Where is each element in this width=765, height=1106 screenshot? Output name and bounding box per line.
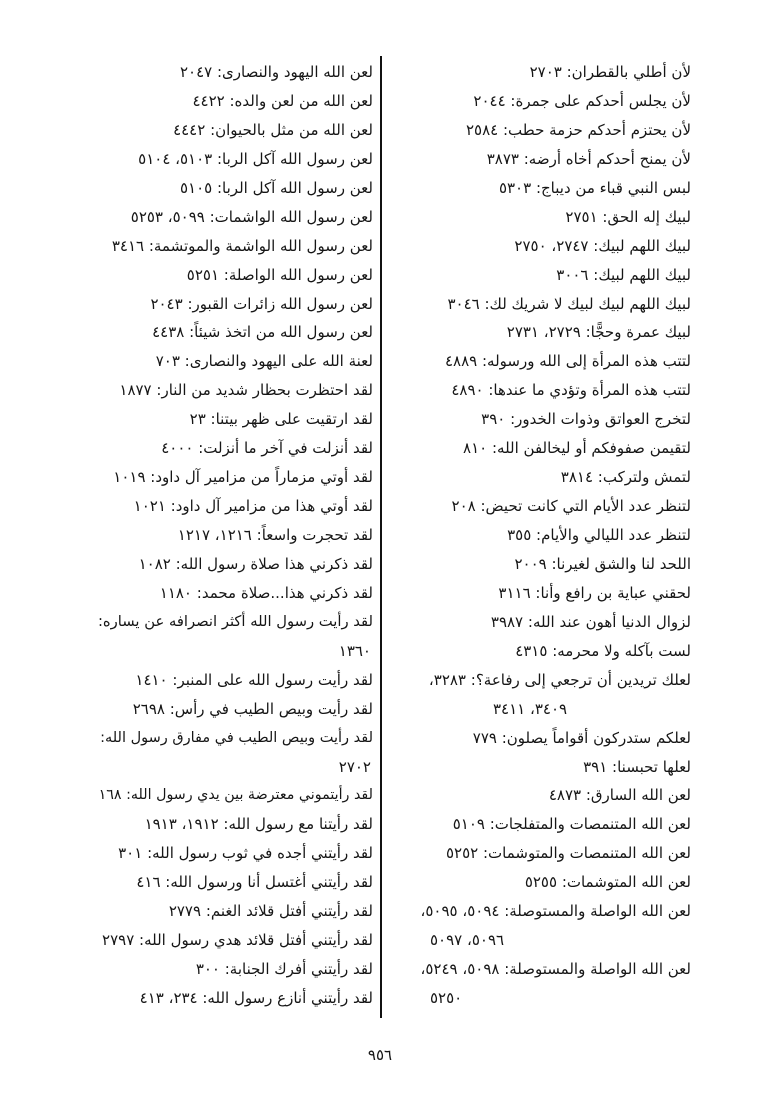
index-entry: لأن أطلي بالقطران: ٢٧٠٣ bbox=[529, 63, 691, 81]
index-entry: لعن رسول الله الواشمات: ٥٠٩٩، ٥٢٥٣ bbox=[130, 207, 373, 226]
index-entry: لقد رأيتني أفتل قلائد الغنم: ٢٧٧٩ bbox=[168, 902, 373, 921]
index-entry: لقد ذكرني هذا...صلاة محمد: ١١٨٠ bbox=[159, 583, 373, 602]
entry-continuation: ٢٧٠٢ bbox=[338, 757, 371, 776]
index-entry: لبيك اللهم لبيك: ٢٧٤٧، ٢٧٥٠ bbox=[514, 236, 691, 255]
index-entry: لعن الله المتوشمات: ٥٢٥٥ bbox=[524, 873, 691, 892]
index-entry bbox=[420, 897, 691, 955]
entry-text: لعن الله الواصلة والمستوصلة: ٥٠٩٨، ٥٢٤٩، bbox=[420, 960, 691, 979]
index-entry: لتنظر عدد الأيام التي كانت تحيض: ٢٠٨ bbox=[451, 497, 691, 516]
index-entry: لتتب هذه المرأة إلى الله ورسوله: ٤٨٨٩ bbox=[444, 352, 691, 371]
entry-continuation: ٣٤٠٩، ٣٤١١ bbox=[493, 699, 568, 718]
index-entry: لتقيمن صفوفكم أو ليخالفن الله: ٨١٠ bbox=[463, 439, 691, 458]
index-entry: لعن رسول الله زائرات القبور: ٢٠٤٣ bbox=[150, 294, 373, 313]
index-entry: لقد رأيتني أغتسل أنا ورسول الله: ٤١٦ bbox=[136, 873, 373, 892]
entry-continuation: ٥٠٩٦، ٥٠٩٧ bbox=[430, 931, 505, 950]
index-entry: لعن رسول الله من اتخذ شيئاً: ٤٤٣٨ bbox=[152, 323, 373, 342]
index-entry: لقد رأيتني أنازع رسول الله: ٢٣٤، ٤١٣ bbox=[139, 989, 373, 1007]
index-entry bbox=[98, 608, 373, 666]
index-entry: لأن يحتزم أحدكم حزمة حطب: ٢٥٨٤ bbox=[465, 120, 691, 139]
index-entry: لقد رأيتني أفرك الجنابة: ٣٠٠ bbox=[195, 960, 373, 979]
index-entry: لأن يمنح أحدكم أخاه أرضه: ٣٨٧٣ bbox=[486, 149, 691, 168]
column-divider bbox=[380, 56, 382, 1018]
index-entry: لبيك اللهم لبيك: ٣٠٠٦ bbox=[556, 265, 691, 284]
index-column-left bbox=[98, 58, 373, 1013]
index-entry: لتنظر عدد الليالي والأيام: ٣٥٥ bbox=[507, 526, 691, 544]
index-entry: لعن الله المتنمصات والمتوشمات: ٥٢٥٢ bbox=[445, 844, 691, 863]
index-entry: لقد رأيتني أجده في ثوب رسول الله: ٣٠١ bbox=[118, 844, 373, 863]
index-entry bbox=[420, 666, 691, 724]
index-entry: لقد احتظرت بحظار شديد من النار: ١٨٧٧ bbox=[119, 381, 373, 400]
index-entry: لعن رسول الله آكل الربا: ٥١٠٣، ٥١٠٤ bbox=[138, 149, 373, 168]
index-entry: لعنة الله على اليهود والنصارى: ٧٠٣ bbox=[155, 352, 373, 371]
index-entry: لعن رسول الله آكل الربا: ٥١٠٥ bbox=[180, 178, 373, 197]
index-entry: لقد أنزلت في آخر ما أنزلت: ٤٠٠٠ bbox=[161, 439, 373, 458]
entry-text: لقد رأيت وبيص الطيب في مفارق رسول الله: bbox=[100, 729, 373, 746]
entry-continuation: ٥٢٥٠ bbox=[430, 989, 463, 1007]
index-entry: لعن رسول الله الواصلة: ٥٢٥١ bbox=[186, 265, 373, 284]
index-entry: لعن الله من لعن والده: ٤٤٢٢ bbox=[192, 91, 373, 110]
index-entry: لعن الله السارق: ٤٨٧٣ bbox=[548, 786, 691, 805]
index-entry: لبيك عمرة وحجًّا: ٢٧٢٩، ٢٧٣١ bbox=[506, 323, 691, 342]
index-entry: لقد رأيت وبيص الطيب في رأس: ٢٦٩٨ bbox=[132, 699, 373, 718]
index-entry: لقد رأيتني أفتل قلائد هدي رسول الله: ٢٧٩٧ bbox=[102, 931, 373, 950]
index-entry: لعن رسول الله الواشمة والموتشمة: ٣٤١٦ bbox=[111, 236, 373, 255]
index-entry: لأن يجلس أحدكم على جمرة: ٢٠٤٤ bbox=[473, 91, 691, 110]
entry-text: لعلك تريدين أن ترجعي إلى رفاعة؟: ٣٢٨٣، bbox=[428, 670, 691, 689]
entry-text: لعن الله الواصلة والمستوصلة: ٥٠٩٤، ٥٠٩٥، bbox=[420, 902, 691, 921]
index-entry: لبس النبي قباء من ديباج: ٥٣٠٣ bbox=[498, 178, 691, 197]
index-entry: لعن الله من مثل بالحيوان: ٤٤٤٢ bbox=[173, 120, 373, 139]
index-entry: لعلكم ستدركون أقواماً يصلون: ٧٧٩ bbox=[472, 728, 691, 747]
index-entry: لتمش ولتركب: ٣٨١٤ bbox=[560, 468, 691, 487]
entry-text: لقد رأيت رسول الله أكثر انصرافه عن يساره: bbox=[98, 612, 373, 630]
index-entry: لزوال الدنيا أهون عند الله: ٣٩٨٧ bbox=[490, 612, 691, 631]
index-entry: لعن الله اليهود والنصارى: ٢٠٤٧ bbox=[179, 63, 373, 81]
index-entry: لبيك اللهم لبيك لبيك لا شريك لك: ٣٠٤٦ bbox=[447, 294, 691, 313]
entry-continuation: ١٣٦٠ bbox=[338, 641, 371, 660]
index-entry bbox=[98, 724, 373, 782]
index-entry: لحقني عباية بن رافع وأنا: ٣١١٦ bbox=[498, 583, 691, 602]
index-entry: لقد تحجرت واسعاً: ١٢١٦، ١٢١٧ bbox=[177, 526, 373, 544]
index-entry: لتخرج العواتق وذوات الخدور: ٣٩٠ bbox=[481, 410, 691, 429]
index-entry: لعلها تحبسنا: ٣٩١ bbox=[583, 757, 691, 776]
index-entry: لست بآكله ولا محرمه: ٤٣١٥ bbox=[515, 641, 691, 660]
index-entry: لقد أوتي هذا من مزامير آل داود: ١٠٢١ bbox=[133, 497, 373, 516]
index-entry: لقد رأيت رسول الله على المنبر: ١٤١٠ bbox=[135, 670, 373, 689]
index-entry: لقد أوتي مزماراً من مزامير آل داود: ١٠١٩ bbox=[113, 468, 373, 487]
page-number: ٩٥٦ bbox=[367, 1046, 393, 1064]
index-entry: لعن الله المتنمصات والمتفلجات: ٥١٠٩ bbox=[452, 815, 691, 834]
index-entry: لقد ذكرني هذا صلاة رسول الله: ١٠٨٢ bbox=[138, 554, 373, 573]
index-entry: لقد ارتقيت على ظهر بيتنا: ٢٣ bbox=[189, 410, 373, 429]
index-entry: لقد رأيتموني معترضة بين يدي رسول الله: ١٦٨ bbox=[98, 787, 373, 804]
index-entry: اللحد لنا والشق لغيرنا: ٢٠٠٩ bbox=[514, 554, 691, 573]
index-entry: لبيك إله الحق: ٢٧٥١ bbox=[565, 207, 691, 226]
index-column-right bbox=[420, 58, 691, 1013]
index-entry bbox=[420, 955, 691, 1013]
index-entry: لتتب هذه المرأة وتؤدي ما عندها: ٤٨٩٠ bbox=[451, 381, 691, 400]
index-entry: لقد رأيتنا مع رسول الله: ١٩١٢، ١٩١٣ bbox=[144, 815, 373, 834]
